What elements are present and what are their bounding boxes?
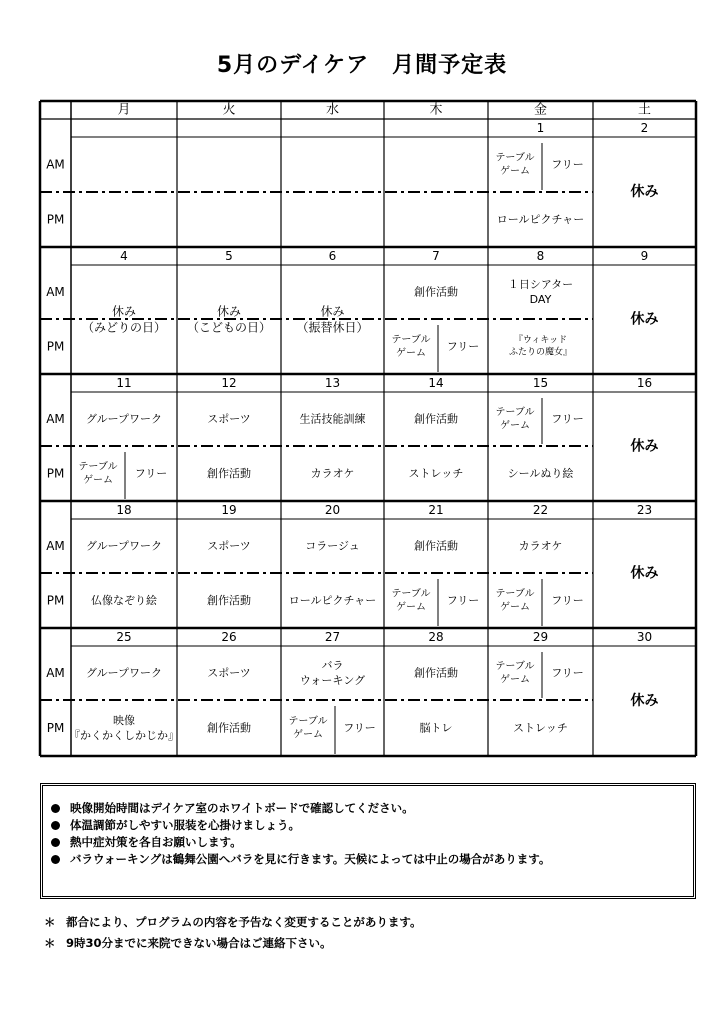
date-number-line: 5: [225, 249, 233, 263]
activity-full-day: [631, 311, 659, 328]
activity-am: [414, 666, 458, 680]
bullet-icon: [51, 804, 60, 813]
activity-am-line: 生活技能訓練: [299, 412, 366, 426]
activity-am-right-line: フリー: [551, 412, 584, 426]
notes-box: [40, 783, 696, 899]
activity-am: [300, 412, 366, 426]
date-number: [637, 376, 652, 390]
activity-pm-line: シールぬり絵: [507, 467, 574, 480]
date-number: [221, 376, 236, 390]
activity-am-line: グループワーク: [85, 539, 163, 553]
activity-pm-left: [391, 587, 430, 613]
weekday-header: [222, 102, 235, 118]
activity-am-line: コラージュ: [305, 539, 360, 553]
activity-am-line: DAY: [529, 292, 552, 306]
am-label: [46, 412, 65, 426]
activity-pm-line: ストレッチ: [408, 467, 464, 480]
page-title: 5月のデイケア 月間予定表: [216, 53, 508, 78]
date-number-line: 13: [324, 376, 341, 390]
activity-pm-left-line: ゲーム: [500, 601, 530, 613]
activity-pm: [311, 467, 355, 480]
activity-pm: [289, 594, 376, 607]
activity-am-right: [551, 667, 584, 680]
date-number-line: 25: [116, 630, 132, 644]
activity-am-line: グループワーク: [85, 666, 163, 680]
date-number: [641, 121, 649, 135]
activity-am: [207, 667, 251, 680]
pm-label: [47, 721, 65, 735]
activity-pm-line: 脳トレ: [419, 721, 453, 735]
activity-full-day-line: 休み: [630, 438, 659, 455]
activity-am: [86, 540, 162, 553]
am-label: [46, 285, 65, 299]
pm-label: [47, 594, 65, 608]
activity-full-day-line: 休み: [630, 565, 659, 582]
date-number-line: 30: [636, 630, 653, 644]
date-number: [325, 376, 340, 390]
am-label-line: AM: [46, 157, 65, 172]
activity-am-left: [495, 660, 534, 686]
note-item: 熱中症対策を各自お願いします。: [51, 834, 693, 851]
activity-am-line: 創作活動: [414, 539, 458, 553]
date-number-line: 18: [116, 503, 132, 517]
pm-label-line: PM: [46, 721, 65, 735]
activity-am-right: [551, 158, 584, 171]
weekday-header: [326, 102, 339, 118]
pm-label: [47, 467, 65, 481]
activity-pm-left-line: テーブル: [288, 715, 328, 727]
pm-label-line: PM: [46, 593, 65, 608]
activity-am-left: [495, 151, 534, 177]
activity-full-day: [631, 692, 659, 709]
pm-label-line: PM: [46, 212, 65, 227]
activity-am-left-line: ゲーム: [500, 165, 530, 177]
activity-pm: [207, 466, 251, 480]
activity-pm: [513, 722, 568, 735]
activity-full-day: [631, 438, 659, 455]
date-number-line: 23: [636, 503, 653, 517]
activity-pm-line: ロールピクチャー: [496, 213, 585, 226]
date-number-line: 16: [636, 376, 653, 390]
activity-pm-right: [135, 467, 168, 480]
activity-pm: [409, 467, 464, 480]
activity-am: [86, 667, 162, 680]
activity-am-right-line: フリー: [551, 158, 584, 171]
date-number-line: 20: [324, 503, 341, 517]
activity-am-right-line: フリー: [551, 666, 584, 680]
date-number: [329, 249, 337, 263]
am-label-line: AM: [46, 412, 65, 426]
activity-am-line: グループワーク: [85, 412, 163, 426]
activity-pm-right-line: フリー: [343, 721, 376, 735]
activity-pm-right-line: フリー: [446, 340, 480, 353]
activity-am-line: 創作活動: [414, 285, 458, 299]
bullet-icon: [51, 838, 60, 847]
activity-am: [519, 540, 563, 553]
note-item: 体温調節がしやすい服装を心掛けましょう。: [51, 817, 693, 834]
activity-am: [207, 413, 251, 426]
activity-am: [414, 285, 458, 299]
activity-full-day-line: （みどりの日）: [81, 320, 167, 335]
weekday-header-line: 火: [222, 102, 236, 118]
activity-pm-line: 映像: [113, 714, 135, 728]
weekday-header: [638, 102, 651, 118]
date-number: [537, 121, 545, 135]
date-number: [325, 503, 340, 517]
activity-pm-left: [288, 715, 327, 741]
activity-am: [305, 540, 360, 553]
activity-pm-left: [495, 587, 534, 613]
activity-pm-line: 仏像なぞり絵: [91, 594, 157, 607]
activity-am: [414, 412, 458, 426]
date-number: [428, 503, 443, 517]
activity-full-day-line: 休み: [216, 304, 242, 319]
note-item: 映像開始時間はデイケア室のホワイトボードで確認してください。: [51, 800, 693, 817]
date-number-line: 12: [221, 376, 237, 390]
date-number-line: 1: [536, 121, 545, 135]
bullet-icon: [51, 821, 60, 830]
footnote: ＊ 都合により、プログラムの内容を予告なく変更することがあります。: [44, 915, 422, 929]
am-label-line: AM: [46, 285, 65, 299]
activity-am: [86, 413, 162, 426]
date-number-line: 9: [640, 249, 649, 263]
pm-label: [47, 340, 65, 354]
pm-label-line: PM: [46, 339, 65, 354]
activity-pm-left-line: テーブル: [78, 461, 118, 473]
activity-am-line: ウォーキング: [299, 673, 366, 687]
am-label-line: AM: [46, 666, 65, 680]
activity-pm: [91, 593, 157, 607]
pm-label: [47, 213, 65, 227]
activity-pm-right: [447, 594, 480, 607]
date-number: [120, 249, 128, 263]
activity-am-line: スポーツ: [207, 666, 251, 680]
weekday-header-line: 金: [533, 102, 548, 118]
date-number: [533, 630, 548, 644]
weekday-header-line: 水: [325, 102, 340, 118]
activity-pm-left-line: ゲーム: [396, 347, 426, 359]
activity-am-line: １日シアター: [507, 278, 574, 292]
activity-pm-left-line: テーブル: [391, 588, 431, 600]
date-number-line: 7: [432, 249, 440, 263]
weekday-header: [117, 103, 130, 118]
activity-full-day-line: （振替休日）: [296, 320, 369, 335]
date-number: [116, 376, 131, 390]
activity-full-day-line: 休み: [320, 304, 345, 319]
activity-am: [414, 539, 458, 553]
weekday-header: [429, 102, 442, 118]
activity-pm-line: 『かくかくしかじか』: [69, 728, 179, 742]
date-number: [325, 630, 340, 644]
date-number: [637, 503, 652, 517]
am-label: [46, 158, 65, 172]
am-label-line: AM: [46, 539, 65, 553]
activity-pm: [420, 722, 453, 735]
date-number: [428, 630, 443, 644]
weekday-header: [534, 102, 547, 118]
activity-pm: [508, 466, 574, 480]
activity-pm-line: 創作活動: [207, 721, 251, 735]
date-number: [116, 503, 131, 517]
activity-pm-right: [551, 594, 584, 607]
activity-full-day-line: 休み: [111, 304, 137, 319]
date-number: [225, 249, 233, 263]
date-number-line: 6: [328, 249, 337, 263]
date-number-line: 29: [532, 630, 549, 644]
weekday-header-line: 木: [429, 102, 443, 118]
date-number: [533, 376, 548, 390]
date-number: [533, 503, 548, 517]
date-number: [221, 503, 236, 517]
activity-am: [300, 659, 365, 687]
activity-am-line: スポーツ: [207, 539, 251, 553]
activity-pm: [509, 334, 572, 357]
activity-pm-line: ストレッチ: [513, 721, 568, 735]
date-number: [637, 630, 652, 644]
activity-full-day-line: 休み: [630, 311, 659, 328]
activity-pm-left-line: ゲーム: [396, 601, 426, 613]
activity-pm-line: ロールピクチャー: [288, 594, 377, 607]
activity-pm-line: 創作活動: [207, 594, 251, 607]
activity-pm-line: ふたりの魔女』: [508, 347, 573, 358]
activity-am-line: スポーツ: [207, 412, 251, 426]
asterisk-icon: ＊: [44, 915, 56, 929]
date-number-line: 4: [120, 249, 128, 263]
activity-am-left-line: テーブル: [495, 660, 535, 672]
date-number-line: 2: [640, 121, 649, 135]
date-number-line: 22: [532, 503, 549, 517]
activity-pm-left-line: テーブル: [495, 588, 535, 600]
activity-pm-left-line: ゲーム: [293, 729, 323, 741]
activity-am-left: [495, 406, 534, 432]
date-number-line: 27: [324, 630, 341, 644]
activity-am-line: 創作活動: [414, 666, 458, 680]
activity-pm-left: [391, 333, 430, 359]
date-number-line: 8: [536, 249, 545, 263]
activity-pm-line: 『ウィキッド: [513, 335, 568, 346]
activity-full-day-line: 休み: [630, 693, 659, 709]
activity-am-line: カラオケ: [518, 539, 563, 553]
bullet-icon: [51, 855, 60, 864]
am-label: [46, 666, 65, 680]
activity-am-left-line: テーブル: [495, 152, 535, 164]
activity-pm-left-line: ゲーム: [83, 474, 113, 486]
activity-am: [207, 540, 251, 553]
activity-am-left-line: ゲーム: [500, 420, 530, 432]
activity-am-left-line: テーブル: [495, 406, 535, 418]
date-number: [221, 630, 236, 644]
asterisk-icon: ＊: [44, 936, 56, 950]
activity-full-day: [631, 565, 659, 582]
date-number: [641, 249, 649, 263]
date-number-line: 14: [428, 376, 444, 390]
activity-pm-line: 創作活動: [207, 467, 251, 480]
activity-am: [508, 278, 573, 306]
date-number-line: 15: [532, 376, 549, 390]
activity-pm-left: [78, 460, 117, 486]
activity-pm: [207, 721, 251, 735]
date-number: [432, 249, 440, 263]
activity-full-day-line: 休み: [630, 184, 659, 200]
activity-pm-line: カラオケ: [310, 467, 355, 480]
date-number: [537, 249, 545, 263]
weekday-header-line: 月: [117, 102, 131, 118]
date-number-line: 19: [221, 503, 237, 517]
date-number: [116, 630, 131, 644]
activity-pm-left-line: テーブル: [391, 334, 431, 346]
date-number-line: 26: [221, 630, 237, 644]
activity-pm-right-line: フリー: [446, 594, 480, 607]
date-number-line: 28: [428, 630, 444, 644]
activity-am-right: [551, 413, 584, 426]
activity-pm-right: [447, 340, 480, 353]
date-number-line: 11: [116, 376, 132, 390]
am-label: [46, 539, 65, 553]
activity-pm-right-line: フリー: [551, 594, 584, 607]
activity-pm: [207, 593, 251, 607]
weekday-header-line: 土: [637, 102, 652, 118]
activity-pm: [69, 713, 179, 742]
activity-full-day: [631, 183, 659, 200]
note-item: バラウォーキングは鶴舞公園へバラを見に行きます。天候によっては中止の場合があります。: [51, 851, 693, 868]
activity-am-left-line: ゲーム: [500, 674, 530, 686]
footnote: ＊ 9時30分までに来院できない場合はご連絡下さい。: [44, 936, 332, 950]
activity-am-line: 創作活動: [414, 412, 458, 426]
activity-am-line: バラ: [321, 659, 344, 673]
activity-full-day-line: （こどもの日）: [186, 320, 272, 335]
activity-pm-right: [343, 722, 376, 735]
pm-label-line: PM: [46, 466, 65, 481]
activity-pm-right-line: フリー: [134, 467, 168, 480]
date-number: [428, 376, 443, 390]
date-number-line: 21: [428, 503, 444, 517]
activity-pm: [497, 213, 584, 226]
